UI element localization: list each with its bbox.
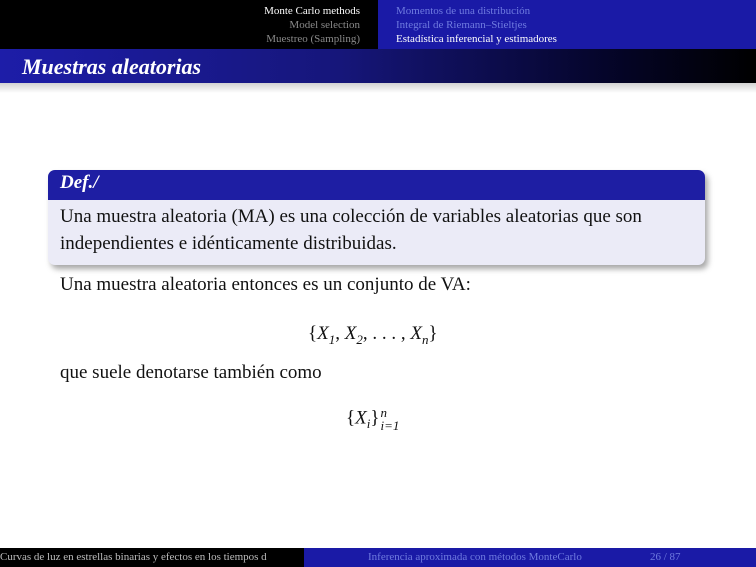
nav-section-monte-carlo[interactable]: Monte Carlo methods	[264, 5, 360, 17]
var-x2: X	[344, 323, 357, 344]
brace-open-2: {	[346, 407, 356, 429]
definition-body	[48, 200, 705, 265]
brace-close-2: }	[370, 407, 380, 429]
nav-subsection-estadistica[interactable]: Estadística inferencial y estimadores	[396, 33, 557, 45]
sub-1: 1	[328, 331, 336, 347]
footer-title[interactable]: Curvas de luz en estrellas binarias y efectos en los tiempos d	[0, 548, 304, 567]
nav-section-model-selection[interactable]: Model selection	[289, 19, 360, 31]
footer-bar	[0, 548, 756, 567]
sub-i-eq-1: i=1	[380, 418, 400, 433]
var-xi: X	[355, 407, 367, 429]
definition-title: Def./	[60, 172, 99, 193]
var-xn: X	[410, 323, 422, 344]
page-number: 26 / 87	[650, 551, 681, 563]
title-shadow	[0, 83, 756, 93]
brace-close: }	[428, 323, 438, 344]
definition-line-2: independientes e idénticamente distribuidas.	[60, 233, 397, 254]
section-nav	[0, 0, 378, 49]
footer-right-panel	[304, 548, 756, 567]
sup-n: n	[380, 405, 387, 420]
frame-title: Muestras aleatorias	[22, 54, 202, 79]
equation-indexed-set	[346, 406, 399, 432]
definition-block	[48, 170, 705, 265]
paragraph-sample-set: Una muestra aleatoria entonces es un conjunto de VA:	[60, 274, 471, 295]
sub-n: n	[421, 331, 429, 347]
footer-subtitle[interactable]: Inferencia aproximada con métodos MonteCarlo	[368, 551, 582, 563]
ellipsis: , . . . ,	[362, 323, 411, 344]
equation-sample-set: {$X_1$, $X_2$, . . . , $X_n$}	[308, 323, 438, 347]
definition-block-header	[48, 170, 705, 200]
brace-open: {	[308, 323, 318, 344]
nav-subsection-momentos[interactable]: Momentos de una distribución	[396, 5, 531, 17]
sub-i: i	[366, 416, 371, 432]
nav-subsection-riemann-stieltjes[interactable]: Integral de Riemann–Stieltjes	[396, 19, 527, 31]
sub-2: 2	[356, 331, 363, 347]
paragraph-denotation: que suele denotarse también como	[60, 362, 322, 383]
frame-title-bar	[0, 49, 756, 83]
definition-line-1: Una muestra aleatoria (MA) es una colección de variables aleatorias que son	[60, 206, 642, 227]
nav-section-muestreo[interactable]: Muestreo (Sampling)	[266, 33, 360, 45]
subsection-nav	[378, 0, 756, 49]
var-x1: X	[317, 323, 329, 344]
navigation-bar	[0, 0, 756, 49]
